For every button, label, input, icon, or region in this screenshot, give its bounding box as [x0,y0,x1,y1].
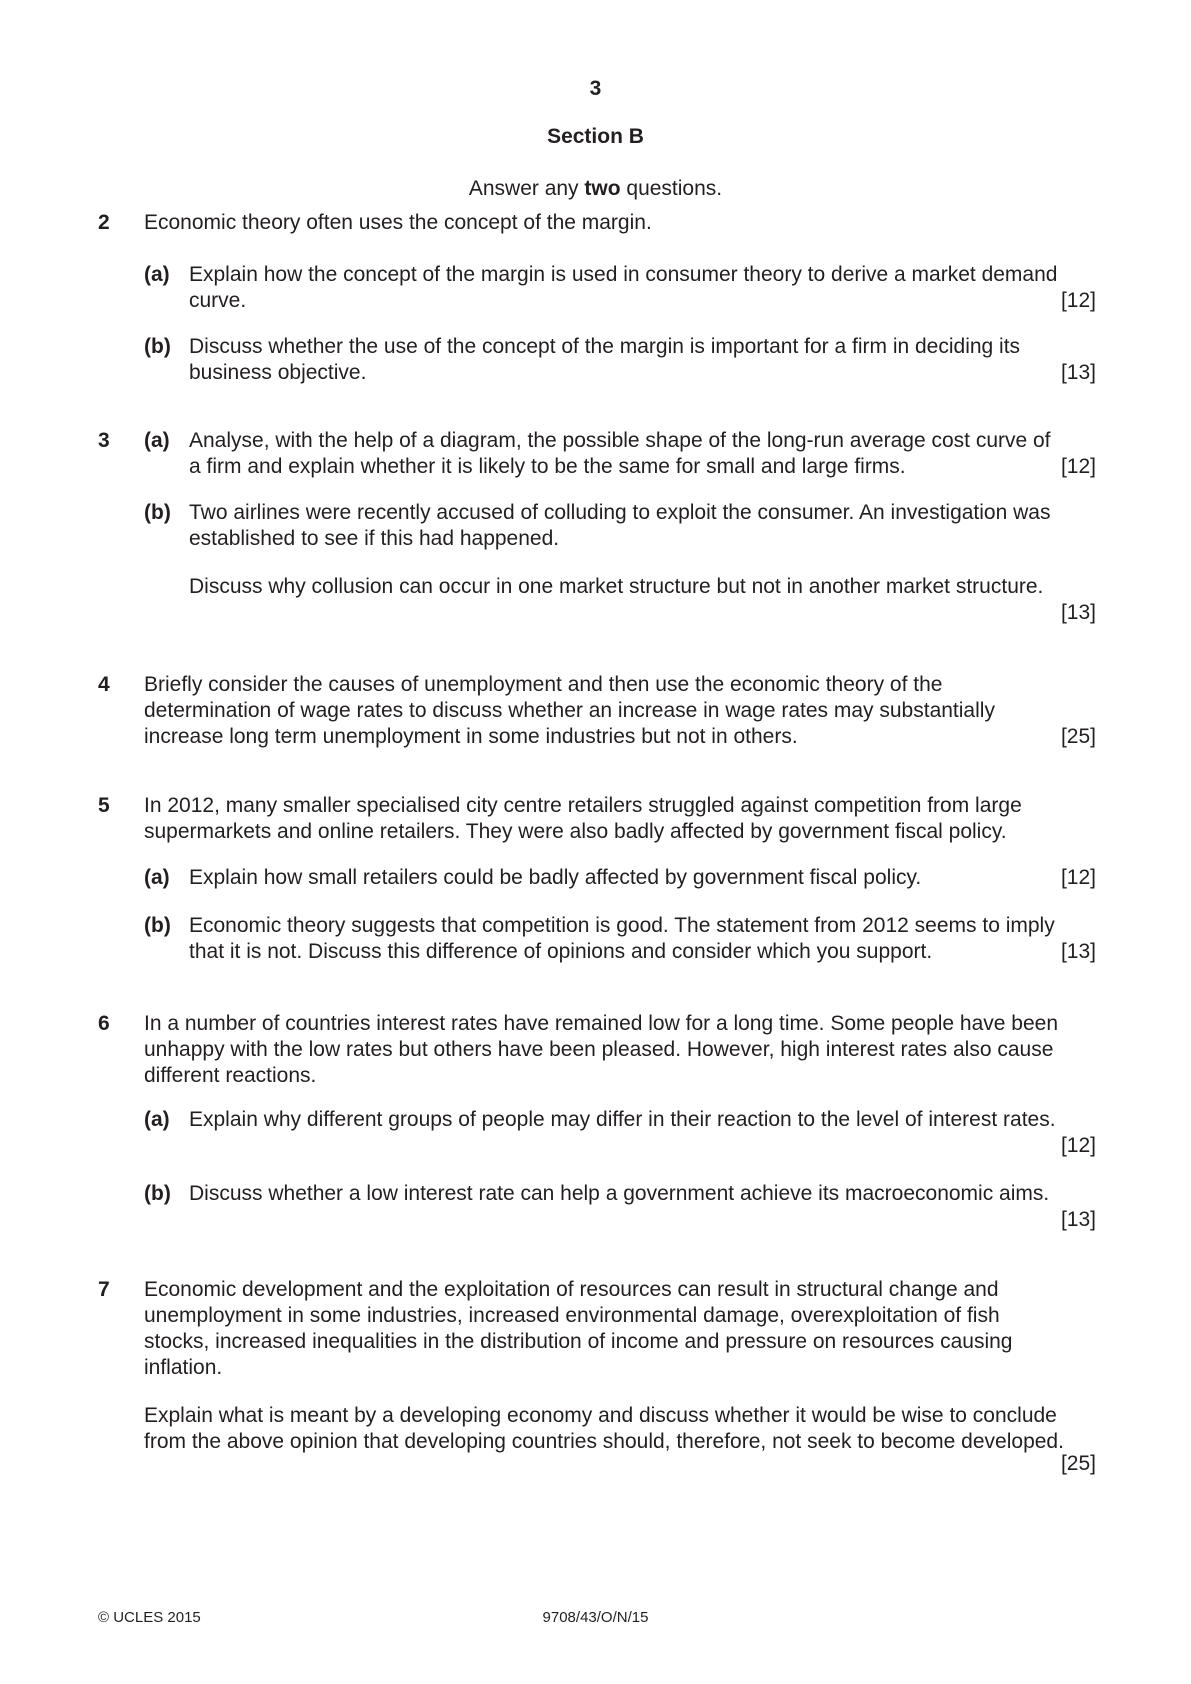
marks: [13] [1060,361,1096,384]
marks: [25] [1060,725,1096,748]
question-text [144,1277,1096,1455]
question-5b [144,913,1096,965]
question-text [144,672,1096,750]
part-line: a firm and explain whether it is likely to be the same for small and large firms. [189,455,906,478]
part-text [189,262,1096,314]
footer-copyright: © UCLES 2015 [98,1609,201,1626]
question-line: increase long term unemployment in some industries but not in others. [144,725,798,748]
part-text [189,865,1096,891]
question-line: determination of wage rates to discuss whether an increase in wage rates may substantially [144,699,995,722]
part-label: (b) [144,1182,171,1205]
part-text [189,334,1096,386]
question-6a [144,1107,1096,1159]
question-line: stocks, increased inequalities in the distribution of income and pressure on resources causing [144,1330,1013,1353]
part-line: Explain how small retailers could be badly affected by government fiscal policy. [189,866,922,889]
part-label: (a) [144,866,170,889]
question-line: In 2012, many smaller specialised city centre retailers struggled against competition from large [144,794,1022,817]
part-line: that it is not. Discuss this difference of opinions and consider which you support. [189,940,933,963]
part-text [189,1181,1096,1207]
page-number: 3 [589,77,602,100]
part-text [189,500,1096,600]
part-line: Discuss whether a low interest rate can help a government achieve its macroeconomic aims. [189,1182,1050,1205]
part-line: Analyse, with the help of a diagram, the possible shape of the long-run average cost curve of [189,429,1051,452]
instruction-pre: Answer any [468,177,585,200]
question-6b [144,1181,1096,1233]
marks: [25] [1060,1452,1096,1475]
question-number: 4 [98,673,110,696]
instruction [0,176,1191,202]
question-line: unhappy with the low rates but others have been pleased. However, high interest rates also cause [144,1038,1054,1061]
instruction-bold: two [584,177,621,200]
question-3 [98,428,1096,628]
part-line: Explain how the concept of the margin is used in consumer theory to derive a market demand [189,263,1058,286]
part-line: curve. [189,289,247,312]
question-number: 3 [98,429,110,452]
question-line: supermarkets and online retailers. They were also badly affected by government fiscal policy. [144,820,1007,843]
footer-paper-code: 9708/43/O/N/15 [542,1609,649,1626]
question-text [144,1011,1096,1089]
question-line: inflation. [144,1356,223,1379]
part-label: (a) [144,1108,170,1131]
marks: [13] [1060,940,1096,963]
marks: [12] [1060,866,1096,889]
part-line: business objective. [189,361,367,384]
question-3b [144,500,1096,626]
part-label: (b) [144,501,171,524]
part-line: Two airlines were recently accused of colluding to exploit the consumer. An investigation was [189,501,1051,524]
section-title: Section B [547,125,644,148]
question-5 [98,793,1096,983]
part-label: (a) [144,263,170,286]
question-2b [144,334,1096,386]
question-2a [144,262,1096,314]
marks: [12] [1060,455,1096,478]
question-number: 2 [98,211,110,234]
part-label: (a) [144,429,170,452]
question-7 [98,1277,1096,1477]
question-stem: Economic theory often uses the concept of the margin. [144,211,652,234]
question-line: from the above opinion that developing countries should, therefore, not seek to become developed. [144,1430,1064,1453]
question-text [144,793,1096,845]
question-line: Briefly consider the causes of unemployment and then use the economic theory of the [144,673,943,696]
question-line: In a number of countries interest rates have remained low for a long time. Some people have been [144,1012,1059,1035]
part-line: established to see if this had happened. [189,527,560,550]
question-2 [98,210,1096,400]
question-3a [144,428,1096,480]
part-text [189,913,1096,965]
question-number: 7 [98,1278,110,1301]
part-label: (b) [144,914,171,937]
question-5a [144,865,1096,891]
question-number: 6 [98,1012,110,1035]
part-text [189,1107,1096,1133]
question-number: 5 [98,794,110,817]
part-label: (b) [144,335,171,358]
part-line: Economic theory suggests that competition is good. The statement from 2012 seems to imply [189,914,1055,937]
instruction-post: questions. [620,177,723,200]
marks: [12] [1060,1134,1096,1157]
question-4 [98,672,1096,752]
part-text [189,428,1096,480]
marks: [13] [1060,601,1096,624]
question-6 [98,1011,1096,1241]
part-line: Discuss whether the use of the concept of the margin is important for a firm in deciding its [189,335,1021,358]
question-line: different reactions. [144,1064,317,1087]
question-line: Economic development and the exploitation of resources can result in structural change and [144,1278,999,1301]
part-line: Explain why different groups of people may differ in their reaction to the level of interest rates. [189,1108,1056,1131]
marks: [13] [1060,1208,1096,1231]
part-line: Discuss why collusion can occur in one market structure but not in another market structure. [189,575,1044,598]
question-line: unemployment in some industries, increased environmental damage, overexploitation of fish [144,1304,1000,1327]
question-line: Explain what is meant by a developing economy and discuss whether it would be wise to conclude [144,1404,1057,1427]
marks: [12] [1060,289,1096,312]
